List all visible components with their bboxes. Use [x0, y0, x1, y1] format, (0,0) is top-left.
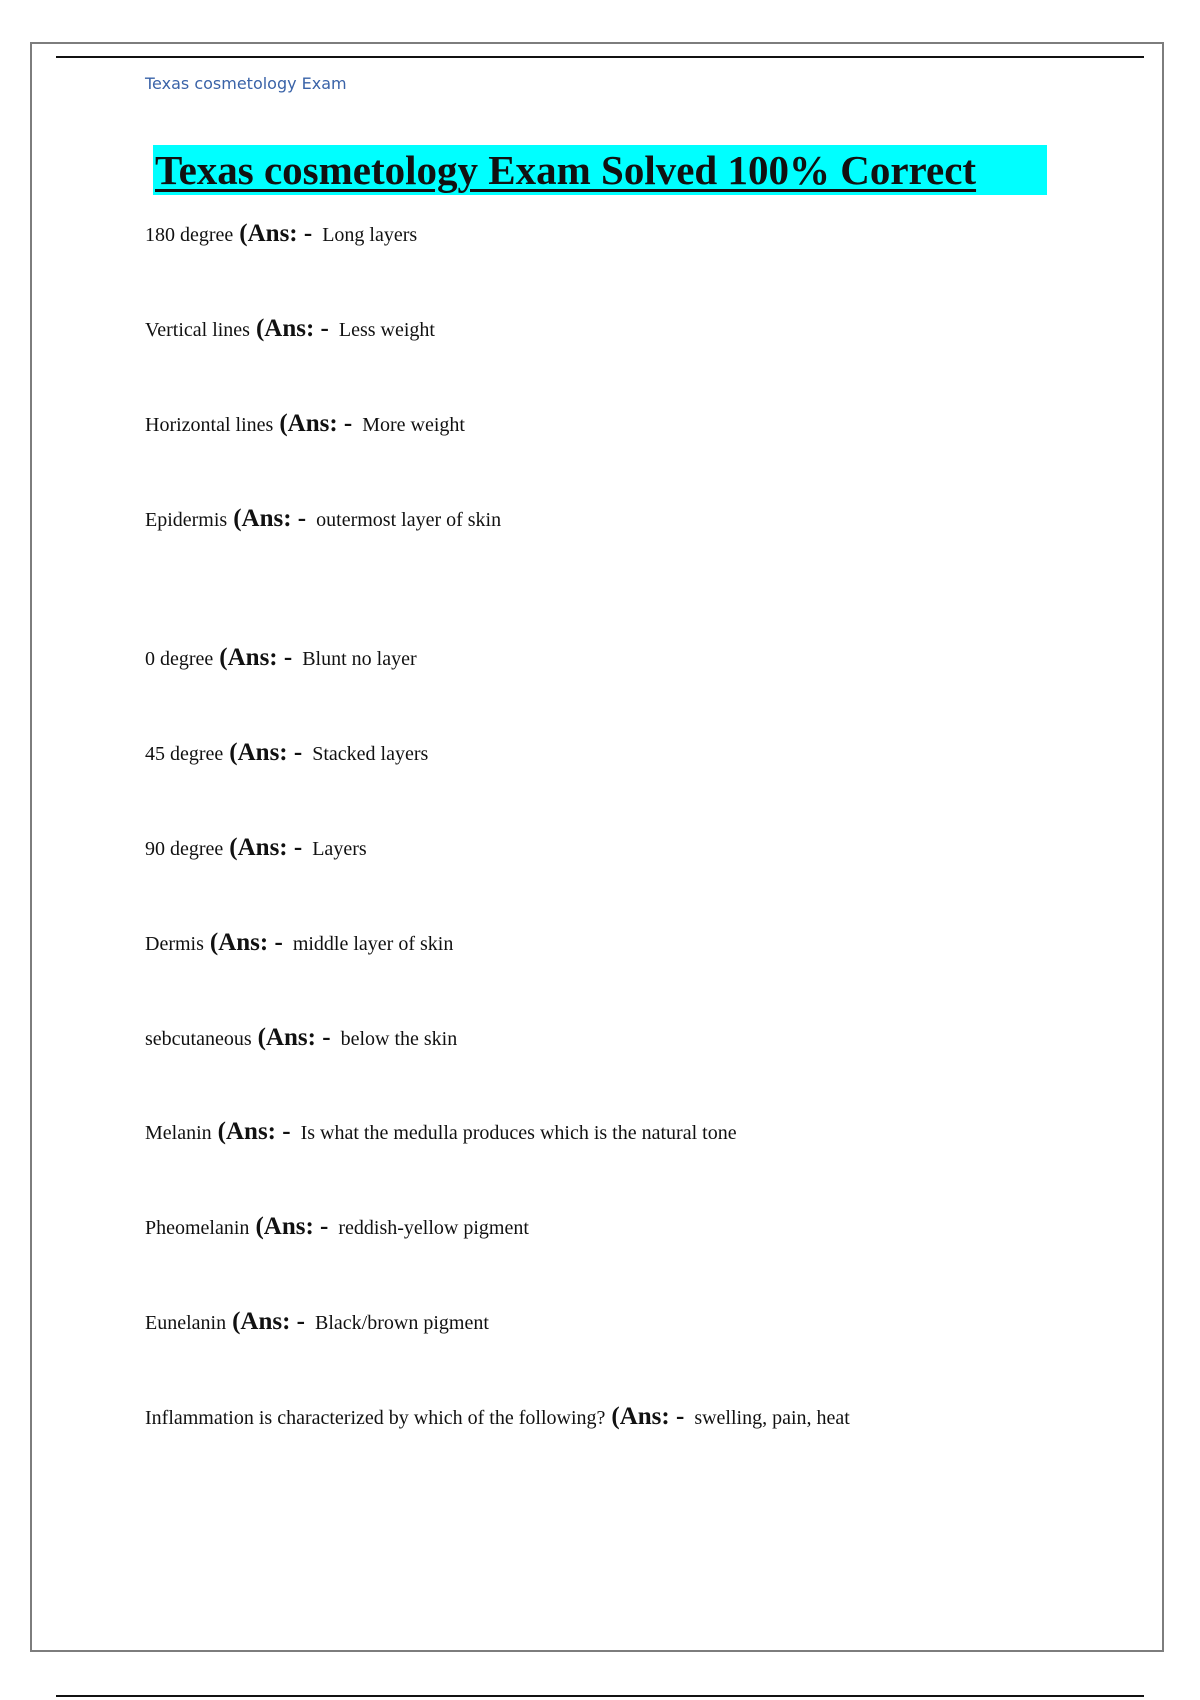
- qa-item: [145, 1118, 737, 1147]
- qa-answer: middle layer of skin: [292, 933, 454, 955]
- qa-item: [145, 739, 428, 768]
- qa-answer: More weight: [362, 414, 465, 436]
- qa-question: 90 degree: [145, 838, 224, 860]
- answer-marker: (Ans: -: [255, 1213, 329, 1240]
- qa-question: Inflammation is characterized by which of the following?: [145, 1407, 606, 1429]
- qa-answer: Less weight: [338, 319, 435, 341]
- qa-question: Pheomelanin: [145, 1217, 250, 1239]
- qa-item: [145, 834, 367, 863]
- qa-answer: Long layers: [322, 224, 418, 246]
- qa-answer: Is what the medulla produces which is the natural tone: [300, 1122, 737, 1144]
- qa-item: [145, 315, 435, 344]
- qa-item: [145, 220, 417, 249]
- qa-item: [145, 505, 501, 534]
- qa-answer: below the skin: [340, 1028, 458, 1050]
- qa-item: [145, 1213, 529, 1242]
- qa-item: [145, 410, 465, 439]
- qa-answer: Black/brown pigment: [315, 1312, 489, 1334]
- qa-answer: swelling, pain, heat: [694, 1407, 850, 1429]
- qa-question: Dermis: [145, 933, 204, 955]
- running-header: Texas cosmetology Exam: [145, 74, 347, 93]
- qa-answer: reddish-yellow pigment: [338, 1217, 529, 1239]
- answer-marker: (Ans: -: [279, 410, 353, 437]
- qa-question: Horizontal lines: [145, 414, 274, 436]
- qa-answer: Blunt no layer: [302, 648, 417, 670]
- document-title: Texas cosmetology Exam Solved 100% Correct: [153, 145, 1047, 195]
- qa-question: Epidermis: [145, 509, 228, 531]
- qa-item: [145, 929, 453, 958]
- answer-marker: (Ans: -: [233, 505, 307, 532]
- qa-answer: outermost layer of skin: [316, 509, 502, 531]
- qa-question: 0 degree: [145, 648, 214, 670]
- qa-question: 45 degree: [145, 743, 224, 765]
- qa-item: [145, 1024, 457, 1053]
- answer-marker: (Ans: -: [255, 315, 329, 342]
- qa-question: sebcutaneous: [145, 1028, 252, 1050]
- qa-question: Melanin: [145, 1122, 212, 1144]
- answer-marker: (Ans: -: [209, 929, 283, 956]
- answer-marker: (Ans: -: [229, 834, 303, 861]
- qa-item: [145, 1308, 489, 1337]
- qa-answer: Layers: [312, 838, 367, 860]
- answer-marker: (Ans: -: [611, 1403, 685, 1430]
- answer-marker: (Ans: -: [229, 739, 303, 766]
- qa-question: Vertical lines: [145, 319, 250, 341]
- answer-marker: (Ans: -: [239, 220, 313, 247]
- footer-rule: [56, 1695, 1144, 1697]
- answer-marker: (Ans: -: [219, 644, 293, 671]
- answer-marker: (Ans: -: [232, 1308, 306, 1335]
- qa-answer: Stacked layers: [312, 743, 429, 765]
- answer-marker: (Ans: -: [217, 1118, 291, 1145]
- qa-question: 180 degree: [145, 224, 234, 246]
- qa-item: [145, 1403, 850, 1432]
- qa-question: Eunelanin: [145, 1312, 227, 1334]
- qa-item: [145, 644, 417, 673]
- answer-marker: (Ans: -: [257, 1024, 331, 1051]
